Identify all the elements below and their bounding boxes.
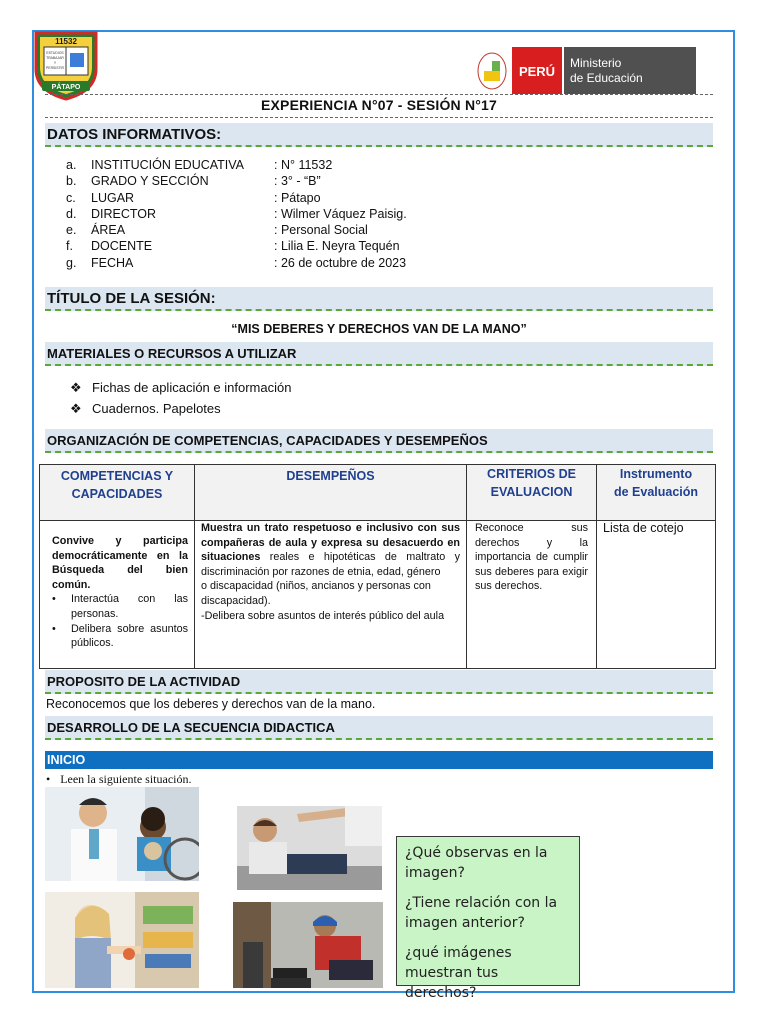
session-title: “MIS DEBERES Y DERECHOS VAN DE LA MANO” bbox=[231, 322, 527, 336]
datos-value: : Wilmer Váquez Paisig. bbox=[274, 206, 407, 221]
ministry-name-line1: Ministerio bbox=[570, 56, 622, 70]
datos-list bbox=[66, 157, 407, 271]
datos-label: INSTITUCIÓN EDUCATIVA bbox=[91, 158, 245, 172]
leen-text: Leen la siguiente situación. bbox=[60, 772, 192, 786]
datos-row bbox=[66, 157, 407, 173]
list-item bbox=[70, 377, 291, 398]
table-cell-desempenos bbox=[195, 521, 467, 668]
datos-label: GRADO Y SECCIÓN bbox=[91, 174, 209, 189]
table-header-instrumento: Instrumento de Evaluación bbox=[597, 465, 715, 521]
datos-letter: e. bbox=[66, 223, 77, 238]
datos-row bbox=[66, 173, 407, 189]
question-1: ¿Qué observas en la imagen? bbox=[405, 845, 548, 881]
child-abuse-photo bbox=[237, 806, 382, 890]
girl-with-toys-photo bbox=[45, 892, 199, 988]
section-desarrollo: DESARROLLO DE LA SECUENCIA DIDACTICA bbox=[45, 716, 713, 740]
material-text: Cuadernos. Papelotes bbox=[92, 401, 221, 416]
list-item bbox=[52, 622, 188, 651]
table-header-desempenos: DESEMPEÑOS bbox=[195, 465, 467, 521]
competencies-table bbox=[39, 464, 716, 669]
table-header-criterios: CRITERIOS DE EVALUACION bbox=[467, 465, 597, 521]
section-organizacion: ORGANIZACIÓN DE COMPETENCIAS, CAPACIDADES Y DESEMPEÑOS bbox=[45, 429, 713, 453]
materials-list bbox=[70, 377, 291, 419]
bullet-icon: • bbox=[46, 772, 51, 786]
datos-label: ÁREA bbox=[91, 223, 126, 238]
datos-label: LUGAR bbox=[91, 190, 135, 205]
page-title: EXPERIENCIA N°07 - SESIÓN N°17 bbox=[260, 97, 498, 113]
section-titulo-sesion: TÍTULO DE LA SESIÓN: bbox=[45, 287, 713, 311]
school-logo-book-line-1: ESTUDIOS bbox=[46, 51, 64, 55]
section-proposito: PROPOSITO DE LA ACTIVIDAD bbox=[45, 670, 713, 694]
material-text: Fichas de aplicación e información bbox=[92, 380, 292, 395]
ministry-country: PERÚ bbox=[518, 64, 556, 79]
questions-box bbox=[396, 836, 580, 1001]
section-materiales: MATERIALES O RECURSOS A UTILIZAR bbox=[45, 342, 713, 366]
school-logo-book-line-3: Y bbox=[53, 61, 57, 65]
desempeno-line3: -Delibera sobre asuntos de interés público del aula bbox=[201, 609, 445, 622]
datos-label: FECHA bbox=[91, 255, 134, 270]
question-2: ¿Tiene relación con la imagen anterior? bbox=[405, 895, 558, 931]
title-bar bbox=[45, 94, 713, 118]
capacidad-text: Interactúa con las personas. bbox=[71, 593, 188, 620]
datos-letter: a. bbox=[66, 158, 77, 172]
datos-letter: c. bbox=[66, 190, 76, 205]
bullet-icon: • bbox=[52, 593, 56, 606]
criterio-text: Reconoce sus derechos y la importancia de cumplir sus deberes para exigir sus derechos. bbox=[475, 522, 588, 593]
datos-value: : N° 11532 bbox=[274, 158, 333, 172]
datos-value: : Personal Social bbox=[274, 223, 368, 238]
section-datos-informativos: DATOS INFORMATIVOS: bbox=[45, 123, 713, 147]
doctor-child-wheelchair-photo bbox=[45, 787, 199, 881]
datos-row bbox=[66, 255, 407, 271]
table-cell-competencias bbox=[40, 521, 195, 668]
datos-value: : 3° - “B” bbox=[274, 174, 321, 189]
bullet-icon: • bbox=[52, 622, 56, 635]
table-header-competencias: COMPETENCIAS Y CAPACIDADES bbox=[40, 465, 195, 521]
list-item bbox=[70, 398, 291, 419]
datos-row bbox=[66, 238, 407, 254]
datos-row bbox=[66, 222, 407, 238]
datos-row bbox=[66, 206, 407, 222]
leen-instruction bbox=[46, 772, 192, 787]
table-cell-criterios bbox=[467, 521, 597, 668]
datos-label: DIRECTOR bbox=[91, 206, 157, 221]
desempeno-line2: o discapacidad (niños, ancianos y personas con discapacidad). bbox=[201, 580, 431, 607]
datos-row bbox=[66, 190, 407, 206]
datos-label: DOCENTE bbox=[91, 239, 153, 254]
school-logo-book-line-4: PERSISTIR bbox=[46, 66, 64, 70]
diamond-bullet-icon: ❖ bbox=[70, 380, 82, 395]
question-3: ¿qué imágenes muestran tus derechos? bbox=[405, 945, 512, 1001]
child-labor-shoeshine-photo bbox=[233, 902, 383, 988]
diamond-bullet-icon: ❖ bbox=[70, 401, 82, 416]
list-item bbox=[52, 592, 188, 621]
competencia-text: Convive y participa democráticamente en la Búsqueda del bien común. bbox=[52, 535, 188, 591]
table-cell-instrumento: Lista de cotejo bbox=[603, 521, 684, 535]
desempeno-text bbox=[201, 521, 460, 579]
desempeno-rest-text: reales e hipotéticas de maltrato y discriminación por razones de etnia, edad, género bbox=[201, 551, 460, 578]
ministry-logo bbox=[472, 47, 696, 94]
capacidad-text: Delibera sobre asuntos públicos. bbox=[71, 622, 188, 650]
datos-letter: f. bbox=[66, 239, 73, 254]
school-logo-number: 11532 bbox=[55, 37, 77, 46]
proposito-text: Reconocemos que los deberes y derechos van de la mano. bbox=[46, 697, 376, 711]
datos-letter: d. bbox=[66, 206, 77, 221]
datos-value: : Lilia E. Neyra Tequén bbox=[274, 239, 400, 254]
datos-value: : 26 de octubre de 2023 bbox=[274, 255, 407, 270]
school-logo bbox=[30, 29, 102, 101]
inicio-header: INICIO bbox=[45, 751, 713, 769]
ministry-name-line2: de Educación bbox=[570, 71, 643, 85]
datos-letter: b. bbox=[66, 174, 77, 189]
desempeno-bold-text: Muestra un trato respetuoso e inclusivo con sus compañeras de aula y expresa su desacuerdo en situaciones bbox=[201, 522, 460, 564]
peru-coat-of-arms-icon bbox=[478, 53, 506, 89]
datos-letter: g. bbox=[66, 255, 77, 270]
school-logo-book-line-2: TRABAJAR bbox=[46, 56, 64, 60]
school-logo-banner: PÁTAPO bbox=[51, 84, 81, 91]
datos-value: : Pátapo bbox=[274, 190, 321, 205]
